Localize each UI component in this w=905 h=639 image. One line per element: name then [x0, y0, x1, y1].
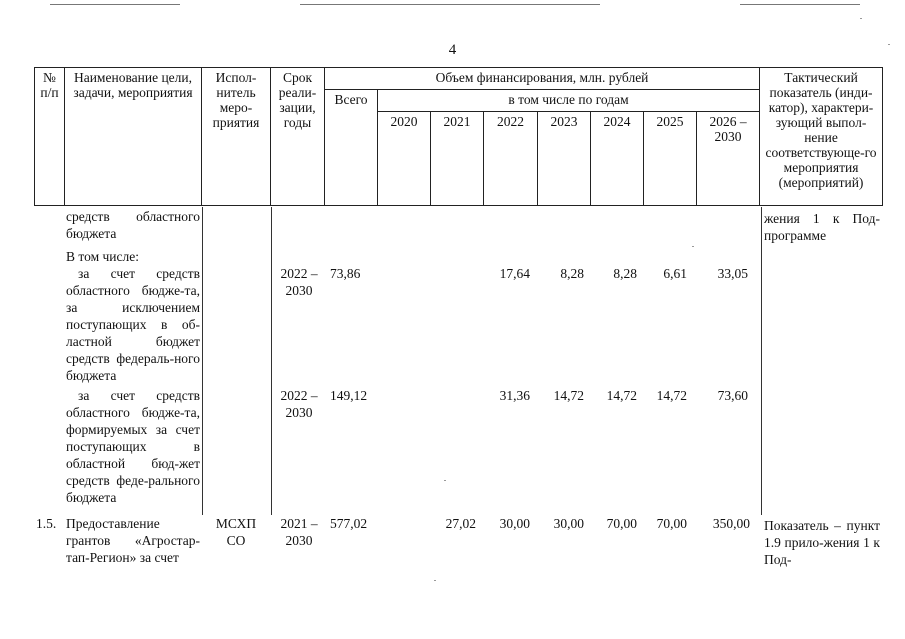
- header-by-years: в том числе по годам: [378, 90, 760, 112]
- row-total: 149,12: [330, 388, 368, 403]
- row-indicator: Показатель – пункт 1.9 прило-жения 1 к Под-: [764, 518, 880, 567]
- scan-speck: [692, 246, 694, 247]
- scan-top-line: [300, 4, 600, 5]
- row-y2022: 17,64: [499, 266, 530, 281]
- header-year: 2026 – 2030: [697, 112, 760, 206]
- row-executor: МСХП СО: [215, 516, 257, 548]
- header-indicator: Тактический показатель (инди-катор), характери-зующий выпол-нение соответствующе-го мероприятия (мероприятий): [760, 68, 883, 206]
- row-total: 73,86: [330, 266, 361, 281]
- row-y2024: 8,28: [613, 266, 637, 281]
- header-year: 2025: [644, 112, 697, 206]
- header-year: 2020: [378, 112, 431, 206]
- continuation-name: средств областного бюджета: [66, 209, 200, 241]
- row-name: Предоставление грантов «Агростар-тап-Регион» за счет: [66, 516, 200, 565]
- row-term: 2022 – 2030: [280, 266, 318, 298]
- in-total-label: В том числе:: [66, 249, 139, 264]
- row-y2022: 31,36: [499, 388, 530, 403]
- header-no: № п/п: [35, 68, 65, 206]
- header-term: Срок реали-зации, годы: [271, 68, 325, 206]
- row-y2026: 73,60: [717, 388, 748, 403]
- column-line: [271, 207, 272, 515]
- scan-speck: [444, 480, 446, 481]
- header-total: Всего: [325, 90, 378, 206]
- row-name: за счет средств областного бюдже-та, формируемых за счет поступающих в областной бюд-жет средств феде-рального бюджета: [66, 388, 200, 505]
- row-y2024: 70,00: [606, 516, 637, 531]
- row-y2023: 14,72: [553, 388, 584, 403]
- row-y2023: 8,28: [560, 266, 584, 281]
- row-y2025: 14,72: [656, 388, 687, 403]
- header-year: 2021: [431, 112, 484, 206]
- row-y2026: 350,00: [712, 516, 750, 531]
- scan-top-line: [50, 4, 180, 5]
- header-year: 2024: [591, 112, 644, 206]
- row-name: за счет средств областного бюдже-та, за исключением поступающих в об-ластной бюджет средств федераль-ного бюджета: [66, 266, 200, 383]
- page-number: 4: [448, 42, 457, 58]
- scan-speck: [860, 18, 862, 19]
- row-y2021: 27,02: [445, 516, 476, 531]
- column-line: [761, 207, 762, 515]
- row-y2025: 70,00: [656, 516, 687, 531]
- table-header: [34, 67, 883, 206]
- row-total: 577,02: [330, 516, 368, 531]
- header-year: 2022: [484, 112, 538, 206]
- header-executor: Испол-нитель меро-приятия: [202, 68, 271, 206]
- scan-top-line: [740, 4, 860, 5]
- row-y2026: 33,05: [717, 266, 748, 281]
- scan-speck: [434, 580, 436, 581]
- row-term: 2022 – 2030: [280, 388, 318, 420]
- header-name: Наименование цели, задачи, мероприятия: [65, 68, 202, 206]
- continuation-indicator: жения 1 к Под-программе: [764, 211, 880, 243]
- row-y2022: 30,00: [499, 516, 530, 531]
- row-y2023: 30,00: [553, 516, 584, 531]
- row-no: 1.5.: [36, 516, 57, 531]
- row-y2025: 6,61: [663, 266, 687, 281]
- scan-speck: [888, 44, 890, 45]
- row-y2024: 14,72: [606, 388, 637, 403]
- header-year: 2023: [538, 112, 591, 206]
- header-financing: Объем финансирования, млн. рублей: [325, 68, 760, 90]
- column-line: [202, 207, 203, 515]
- row-term: 2021 – 2030: [280, 516, 318, 548]
